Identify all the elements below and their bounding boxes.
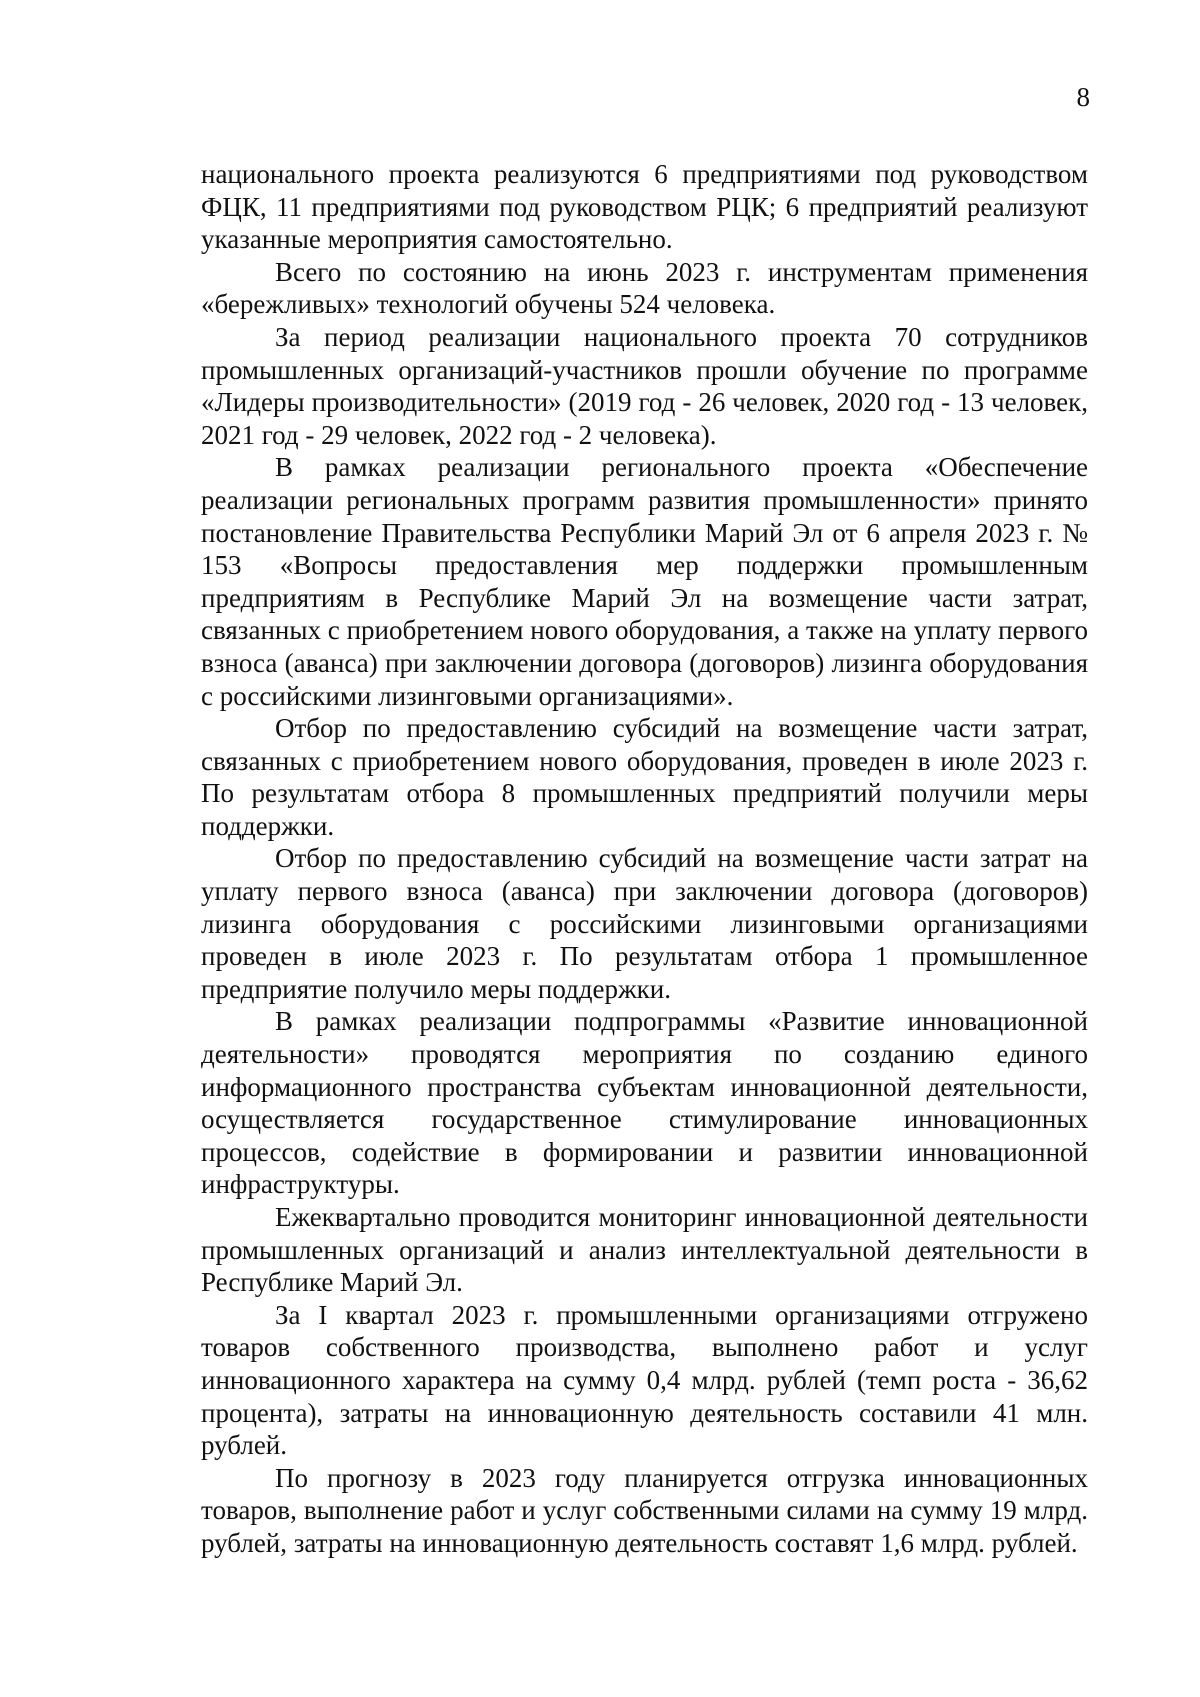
- paragraph-quarterly-monitoring: Ежеквартально проводится мониторинг инновационной деятельности промышленных организаций и анализ интеллектуальной деятельности в Республике Марий Эл.: [201, 1202, 1088, 1298]
- paragraph-leasing-subsidy: Отбор по предоставлению субсидий на возмещение части затрат на уплату первого взноса (аванса) при заключении договора (договоров) лизинга оборудования с российскими лизинговыми организациями проведен в июле 2023 г. По результатам отбора 1 промышленное предприятие получило меры поддержки.: [201, 843, 1088, 1004]
- page-number: 8: [1076, 82, 1090, 112]
- paragraph-lean-training: Всего по состоянию на июнь 2023 г. инструментам применения «бережливых» технологий обучены 524 человека.: [201, 256, 1088, 320]
- paragraph-forecast: По прогнозу в 2023 году планируется отгрузка инновационных товаров, выполнение работ и услуг собственными силами на сумму 19 млрд. рублей, затраты на инновационную деятельность составят 1,6 млрд. рублей.: [201, 1462, 1088, 1558]
- paragraph-continuation: национального проекта реализуются 6 предприятиями под руководством ФЦК, 11 предприятиями под руководством РЦК; 6 предприятий реализуют указанные мероприятия самостоятельно.: [201, 159, 1088, 255]
- paragraph-q1-results: За I квартал 2023 г. промышленными организациями отгружено товаров собственного производства, выполнено работ и услуг инновационного характера на сумму 0,4 млрд. рублей (темп роста - 36,62 процента), затраты на инновационную деятельность составили 41 млн. рублей.: [201, 1299, 1088, 1461]
- document-body: [201, 158, 1088, 1560]
- paragraph-regional-project: В рамках реализации регионального проекта «Обеспечение реализации региональных программ развития промышленности» принято постановление Правительства Республики Марий Эл от 6 апреля 2023 г. № 153 «Вопросы предоставления мер поддержки промышленным предприятиям в Республике Марий Эл на возмещение части затрат, связанных с приобретением нового оборудования, а также на уплату первого взноса (аванса) при заключении договора (договоров) лизинга оборудования с российскими лизинговыми организациями».: [201, 452, 1088, 711]
- paragraph-equipment-subsidy: Отбор по предоставлению субсидий на возмещение части затрат, связанных с приобретением нового оборудования, проведен в июле 2023 г. По результатам отбора 8 промышленных предприятий получили меры поддержки.: [201, 713, 1088, 841]
- paragraph-innovation-subprogram: В рамках реализации подпрограммы «Развитие инновационной деятельности» проводятся мероприятия по созданию единого информационного пространства субъектам инновационной деятельности, осуществляется государственное стимулирование инновационных процессов, содействие в формировании и развитии инновационной инфраструктуры.: [201, 1006, 1088, 1200]
- paragraph-productivity-leaders: За период реализации национального проекта 70 сотрудников промышленных организаций-участников прошли обучение по программе «Лидеры производительности» (2019 год - 26 человек, 2020 год - 13 человек, 2021 год - 29 человек, 2022 год - 2 человека).: [201, 321, 1088, 450]
